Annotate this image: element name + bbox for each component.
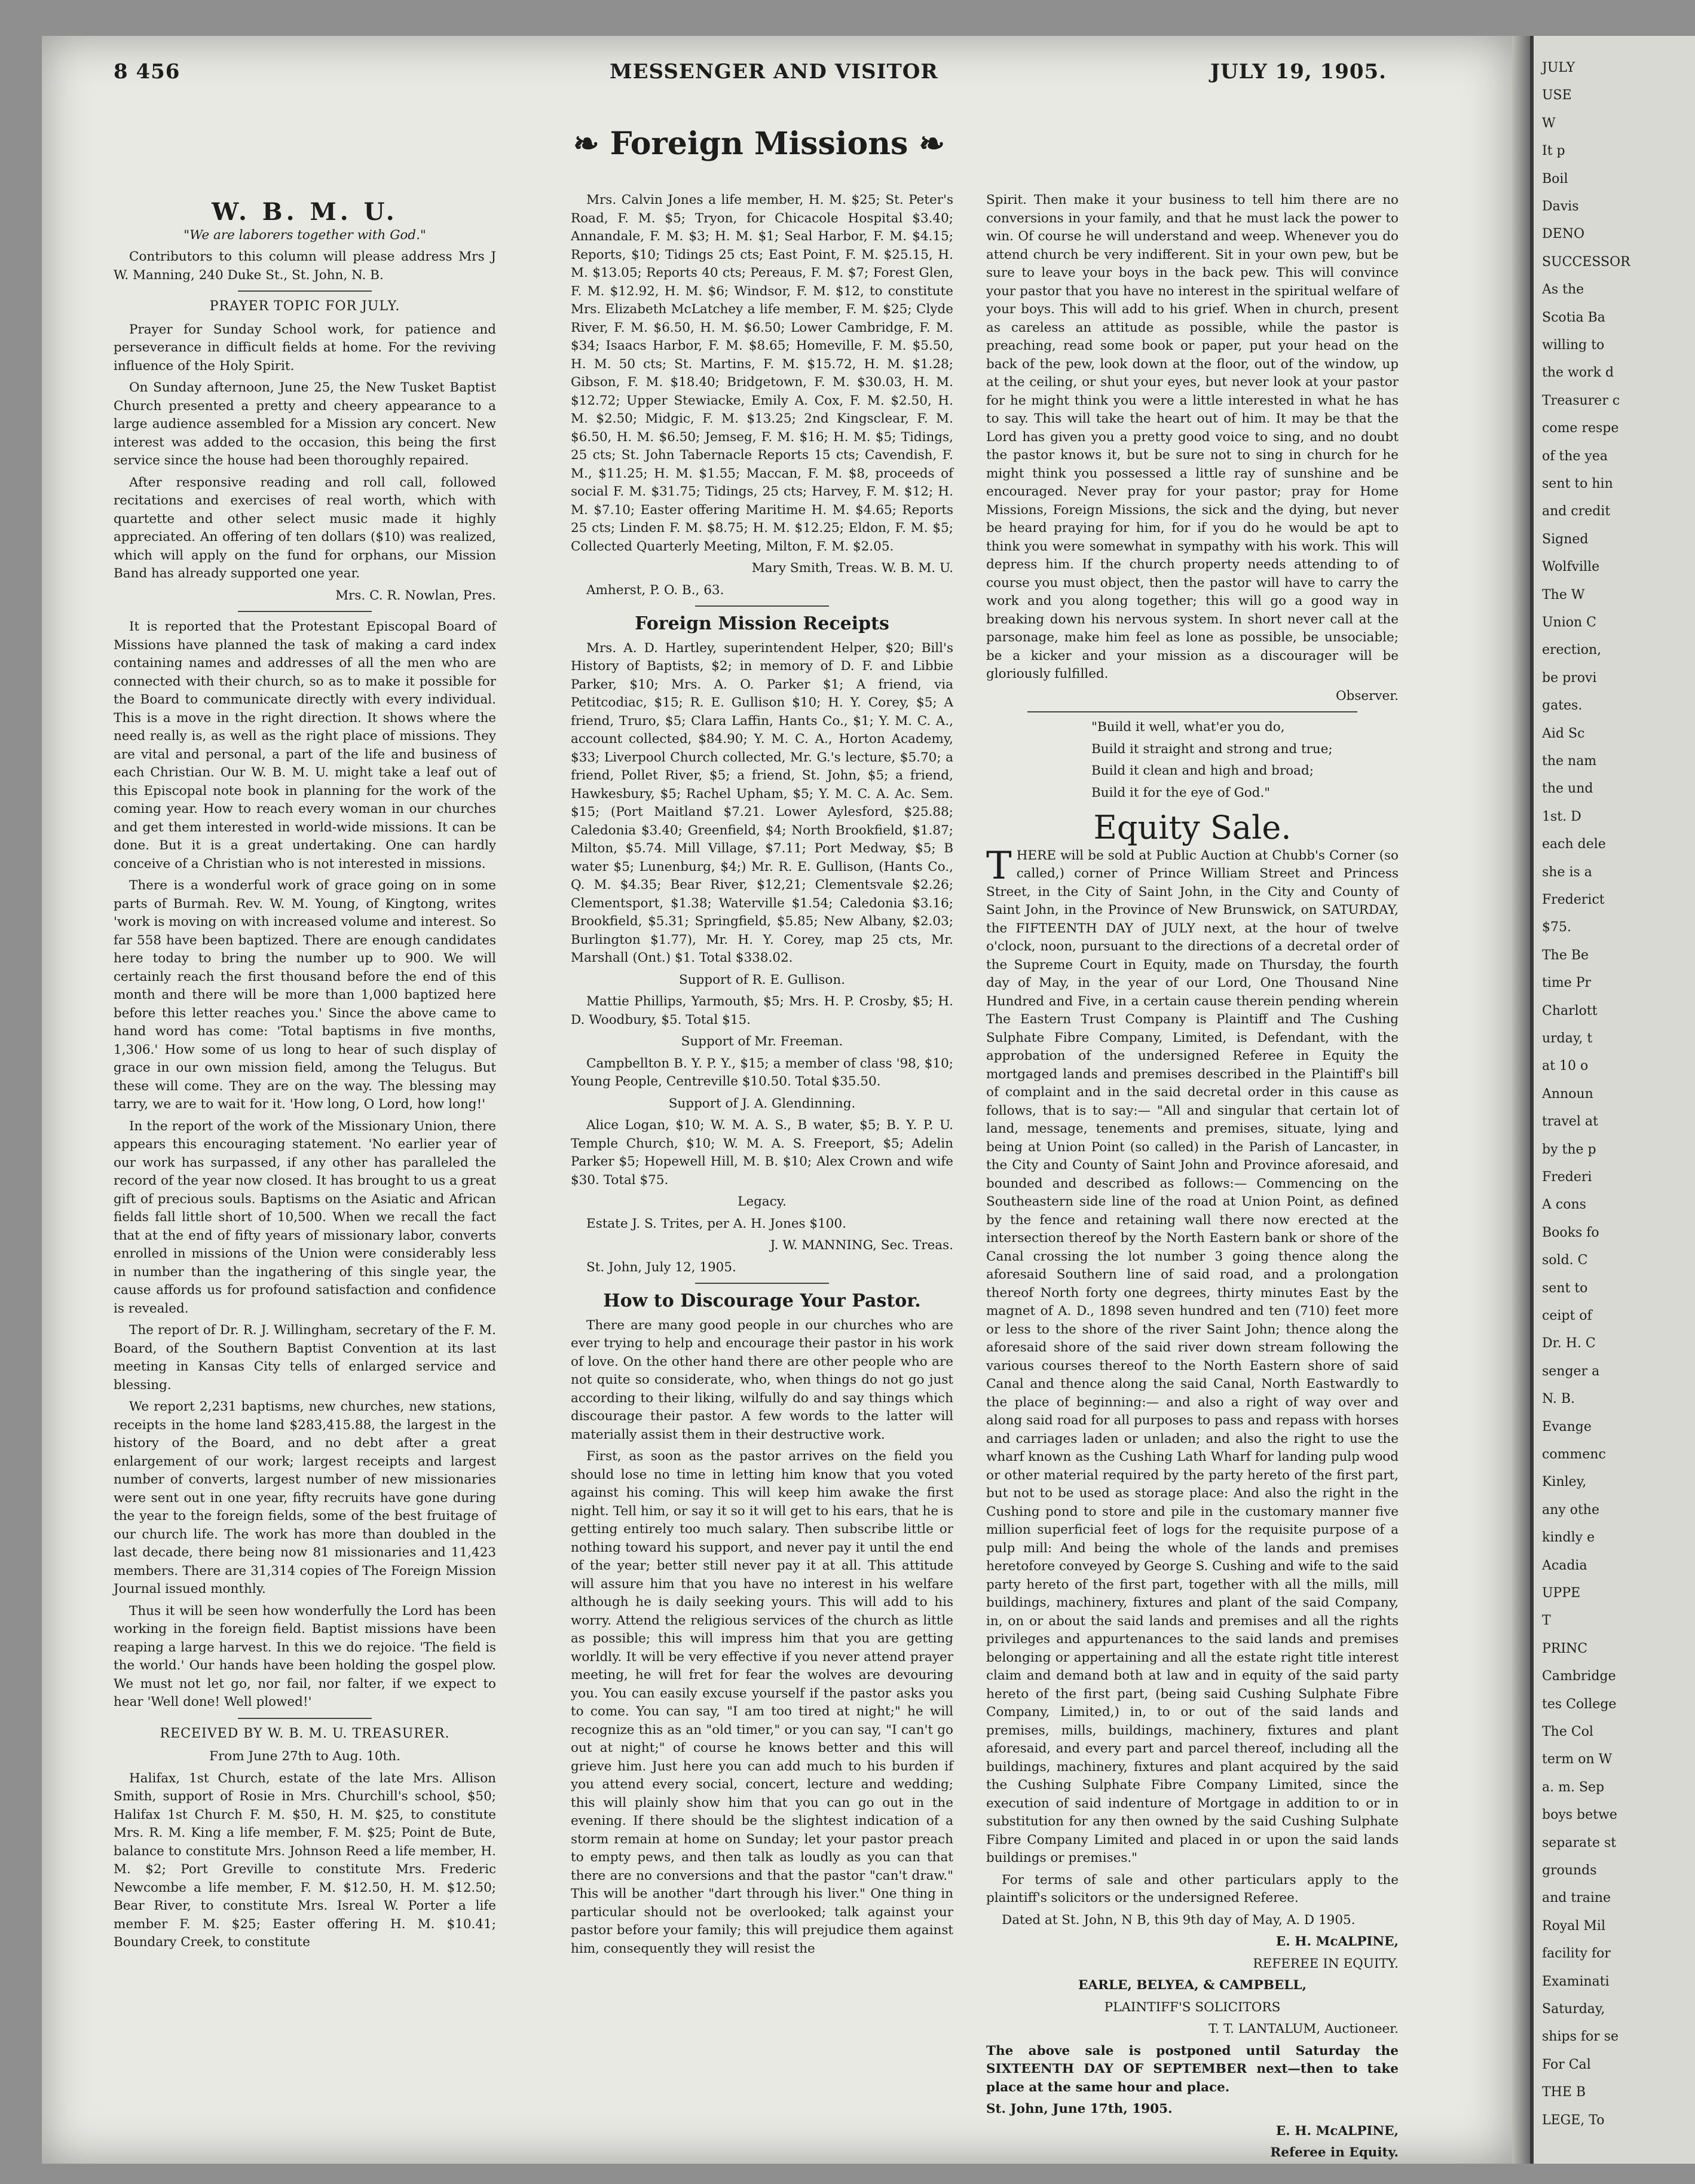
- signature: Mrs. C. R. Nowlan, Pres.: [335, 588, 496, 603]
- adjacent-page-text: 1st. D: [1542, 809, 1581, 824]
- adjacent-page-text: erection,: [1542, 643, 1602, 658]
- adjacent-page-text: the nam: [1542, 754, 1597, 769]
- paragraph: Estate J. S. Trites, per A. H. Jones $100.: [586, 1216, 846, 1231]
- column-1: [114, 197, 496, 2056]
- drop-cap: T: [986, 843, 1012, 888]
- adjacent-page-text: SUCCESSOR: [1542, 254, 1630, 270]
- solicitors-title: PLAINTIFF'S SOLICITORS: [1104, 1999, 1281, 2015]
- adjacent-page-text: she is a: [1542, 864, 1592, 880]
- paragraph: It is reported that the Protestant Episcopal Board of Missions have planned the task of making a card index containing names and addresses of all the men who are connected with their church, so as to make it possible for the Board to communicate directly with every individual. This is a move in the right direction. It shows where the need really is, as well as the right place of missions. They are vital and personal, a part of the life and business of each Christian. Our W. B. M. U. might take a leaf out of this Episcopal note book in planning for the work of the coming year. How to reach every woman in our churches and get them interested in world-wide missions. It can be done. But it is a great undertaking. One can hardly conceive of a Christian who is not interested in missions.: [114, 619, 496, 871]
- solicitors-name: EARLE, BELYEA, & CAMPBELL,: [1078, 1978, 1307, 1993]
- divider: [1027, 711, 1357, 712]
- final-signature-title: Referee in Equity.: [1270, 2145, 1399, 2160]
- prayer-topic-heading: PRAYER TOPIC FOR JULY.: [209, 299, 400, 314]
- paragraph: The report of Dr. R. J. Willingham, secretary of the F. M. Board, of the Southern Baptist Convention at its last meeting in Kansas City tells of enlarged service and blessing.: [114, 1323, 496, 1393]
- adjacent-page-text: kindly e: [1542, 1530, 1595, 1546]
- paragraph: There is a wonderful work of grace going on in some parts of Burmah. Rev. W. M. Young, of Kingtong, writes 'work is moving on with increased volume and interest. So far 558 have been baptized. There are enough candidates here today to bring the number up to 900. We will certainly reach the first thousand before the end of this month and there will be more than 1,000 baptized here before this letter reaches you.' Since the above came to hand word has come: 'Total baptisms in five months, 1,306.' How some of us long to hear of such display of grace in our own mission field, among the Telugus. But these will come. They are on the way. The blessing may tarry, we are to wait for it. 'How long, O Lord, how long!': [114, 878, 496, 1112]
- adjacent-page-text: willing to: [1542, 338, 1605, 353]
- adjacent-page-text: Royal Mil: [1542, 1918, 1605, 1934]
- adjacent-page-text: at 10 o: [1542, 1059, 1589, 1074]
- adjacent-page-text: As the: [1542, 282, 1584, 298]
- adjacent-page-text: any othe: [1542, 1502, 1599, 1518]
- adjacent-page-text: grounds: [1542, 1863, 1597, 1878]
- poem-line: Build it clean and high and broad;: [1091, 763, 1314, 778]
- paragraph: Mrs. Calvin Jones a life member, H. M. $25; St. Peter's Road, F. M. $5; Tryon, for Chicacole Hospital $3.40; Annandale, F. M. $3; H. M. $1; Seal Harbor, F. M. $4.15; Reports, $10; Tidings 25 cts; East Point, F. M. $25.15, H. M. $13.05; Reports 40 cts; Pereaus, F. M. $7; Forest Glen, F. M. $12.92, H. M. $6; Windsor, F. M. $12, to constitute Mrs. Elizabeth McLatchey a life member, F. M. $25; Clyde River, F. M. $6.50, H. M. $6.50; Lower Cambridge, F. M. $34; Isaacs Harbor, F. M. $8.65; Homeville, F. M. $5.50, H. M. 50 cts; St. Martins, F. M. $15.72, H. M. $1.28; Gibson, F. M. $18.40; Bridgetown, F. M. $30.03, H. M. $12.72; Upper Stewiacke, Emily A. Cox, F. M. $2.50, H. M. $2.50; Midgic, F. M. $13.25; 2nd Kingsclear, F. M. $6.50, H. M. $6.50; Jemseg, F. M. $16; H. M. $5; Tidings, 25 cts; St. John Tabernacle Reports 15 cts; Cavendish, F. M., $11.25; H. M. $1.55; Maccan, F. M. $8, proceeds of social F. M. $31.75; Tidings, 25 cts; Harvey, F. M. $12; H. M. $7.10; Easter offering Maritime H. M. $4.65; Reports 25 cts; Linden F. M. $8.75; H. M. $12.25; Eldon, F. M. $5; Collected Quarterly Meeting, Milton, F. M. $2.05.: [571, 192, 953, 554]
- adjacent-page-text: boys betwe: [1542, 1807, 1617, 1823]
- adjacent-page-text: T: [1542, 1613, 1551, 1629]
- receipts-heading: Foreign Mission Receipts: [635, 613, 889, 634]
- adjacent-page-text: The W: [1542, 587, 1585, 602]
- paragraph: We report 2,231 baptisms, new churches, new stations, receipts in the home land $283,415.88, the largest in the history of the Board, and no debt after a great enlargement of our work; largest receipts and largest number of converts, largest number of new missionaries were sent out in one year, fifty recruits have gone during the year to the foreign fields, some of the best fruitage of our church life. The work has more than doubled in the last decade, there being now 81 missionaries and 11,423 members. There are 31,314 copies of The Foreign Mission Journal issued monthly.: [114, 1399, 496, 1596]
- adjacent-page-text: LEGE, To: [1542, 2112, 1605, 2128]
- adjacent-page-text: Wolfville: [1542, 559, 1600, 575]
- subheading: Support of J. A. Glendinning.: [668, 1096, 856, 1111]
- adjacent-page-text: senger a: [1542, 1363, 1600, 1379]
- treasurer-dates: From June 27th to Aug. 10th.: [209, 1749, 400, 1764]
- divider: [238, 1718, 372, 1719]
- equity-sale-heading: Equity Sale.: [1093, 809, 1292, 846]
- adjacent-page-text: $75.: [1542, 920, 1571, 935]
- referee-name: E. H. McALPINE,: [1275, 1934, 1399, 1949]
- adjacent-page-text: Treasurer c: [1542, 393, 1620, 408]
- adjacent-page-text: Kinley,: [1542, 1475, 1587, 1490]
- signature: Mary Smith, Treas. W. B. M. U.: [751, 561, 953, 576]
- adjacent-page-text: JULY: [1542, 60, 1575, 75]
- adjacent-page-text: The Col: [1542, 1724, 1593, 1739]
- adjacent-page-text: Frederict: [1542, 892, 1605, 907]
- auctioneer: T. T. LANTALUM, Auctioneer.: [1208, 2021, 1399, 2036]
- adjacent-page-fragment: [1530, 36, 1695, 2164]
- prayer-topic-text: Prayer for Sunday School work, for patience and perseverance in difficult fields at home. For the reviving influence of the Holy Spirit.: [114, 322, 496, 374]
- adjacent-page-text: Evange: [1542, 1419, 1592, 1434]
- adjacent-page-text: W: [1542, 115, 1556, 131]
- paragraph: Spirit. Then make it your business to tell him there are no conversions in your family, and that he must lack the power to win. Of course he will understand and weep. Whenever you do attend church be very indifferent. Sit in your own pew, but be sure to leave your boys in the back pew. This will convince your pastor that you have no interest in the spiritual welfare of your boys. This will add to his grief. When in church, present as careless an attitude as possible, while the pastor is preaching, read some book or paper, put your head on the back of the pew, look down at the floor, out of the window, up at the ceiling, or shut your eyes, but never look at your pastor for he might think you were a little interested in what he has to say. This will take the heart out of him. It may be that the Lord has given you a pretty good voice to sing, and no doubt the pastor knows it, but be sure not to sing in church for he might think you possessed a little ray of sunshine and be encouraged. Never pray for your pastor; pray for Home Missions, Foreign Missions, the sick and the dying, but never be heard praying for him, for if you do he would be apt to think you were somewhat in sympathy with his work. This will depress him. If the church property needs attending to of course you must object, then the pastor will have to carry the work and you along together; this will go a good way in breaking down his nervous system. In short never call at the parsonage, make him feel as lone as possible, be unsociable; be a kicker and your mission as a discourager will be gloriously fulfilled.: [986, 192, 1399, 681]
- ornament-right-icon: ❧: [908, 126, 946, 162]
- masthead: MESSENGER AND VISITOR: [610, 60, 938, 84]
- adjacent-page-text: sent to hin: [1542, 476, 1613, 491]
- adjacent-page-text: a. m. Sep: [1542, 1779, 1605, 1795]
- paragraph: Alice Logan, $10; W. M. A. S., B water, $5; B. Y. P. U. Temple Church, $10; W. M. A. S. Freeport, $5; Adelin Parker $5; Hopewell Hill, M. B. $10; Alex Crown and wife $30. Total $75.: [571, 1118, 953, 1188]
- signature: J. W. MANNING, Sec. Treas.: [770, 1238, 953, 1253]
- referee-title: REFEREE IN EQUITY.: [1253, 1956, 1399, 1971]
- page-number: 8 456: [114, 60, 180, 84]
- divider: [695, 605, 829, 607]
- adjacent-page-text: separate st: [1542, 1835, 1617, 1850]
- adjacent-page-text: Acadia: [1542, 1558, 1587, 1573]
- place-date: St. John, July 12, 1905.: [586, 1259, 736, 1275]
- adjacent-page-text: A cons: [1542, 1197, 1586, 1213]
- adjacent-page-text: The Be: [1542, 947, 1589, 963]
- adjacent-page-text: Signed: [1542, 531, 1589, 547]
- adjacent-page-text: It p: [1542, 143, 1565, 159]
- adjacent-page-text: by the p: [1542, 1142, 1596, 1157]
- adjacent-page-text: UPPE: [1542, 1586, 1581, 1601]
- divider: [238, 611, 372, 612]
- postponement-date: St. John, June 17th, 1905.: [986, 2102, 1173, 2116]
- page-gutter: [1512, 36, 1530, 2164]
- column-3: [986, 191, 1399, 2160]
- adjacent-page-text: urday, t: [1542, 1031, 1593, 1046]
- poem-line: "Build it well, what'er you do,: [1091, 720, 1285, 735]
- adjacent-page-text: Boil: [1542, 171, 1568, 186]
- ornament-left-icon: ❧: [573, 126, 610, 162]
- wbmu-title: W. B. M. U.: [212, 198, 398, 226]
- adjacent-page-text: facility for: [1542, 1946, 1611, 1962]
- adjacent-page-text: Frederi: [1542, 1170, 1592, 1185]
- address: Amherst, P. O. B., 63.: [586, 582, 724, 598]
- adjacent-page-text: the und: [1542, 781, 1593, 797]
- column-2: [571, 191, 953, 2050]
- adjacent-page-text: commenc: [1542, 1447, 1606, 1462]
- discourage-heading: How to Discourage Your Pastor.: [603, 1290, 921, 1311]
- adjacent-page-text: gates.: [1542, 698, 1583, 714]
- adjacent-page-text: Dr. H. C: [1542, 1336, 1596, 1351]
- issue-date: JULY 19, 1905.: [1210, 60, 1387, 84]
- adjacent-page-text: Cambridge: [1542, 1669, 1616, 1684]
- adjacent-page-text: and credit: [1542, 504, 1611, 519]
- signature: Observer.: [1335, 688, 1399, 703]
- contributors-note: Contributors to this column will please address Mrs J W. Manning, 240 Duke St., St. John, N. B.: [114, 249, 496, 283]
- paragraph: Halifax, 1st Church, estate of the late Mrs. Allison Smith, support of Rosie in Mrs. Churchill's school, $50; Halifax 1st Church F. M. $50, H. M. $25, to constitute Mrs. R. M. King a life member, F. M. $25; Point de Bute, balance to constitute Mrs. Johnson Reed a life member, H. M. $2; Port Greville to constitute Mrs. Frederic Newcombe a life member, F. M. $12.50, H. M. $12.50; Bear River, to constitute Mrs. Isreal W. Porter a life member F. M. $25; Easter offering H. M. $10.41; Boundary Creek, to constitute: [114, 1770, 496, 1950]
- paragraph: Mattie Phillips, Yarmouth, $5; Mrs. H. P. Crosby, $5; H. D. Woodbury, $5. Total $15.: [571, 994, 953, 1027]
- adjacent-page-text: Saturday,: [1542, 2002, 1605, 2017]
- paragraph: On Sunday afternoon, June 25, the New Tusket Baptist Church presented a pretty and cheery appearance to a large audience assembled for a Mission ary concert. New interest was added to the occasion, this being the first service since the house had been thoroughly repaired.: [114, 380, 496, 468]
- adjacent-page-text: ceipt of: [1542, 1308, 1592, 1323]
- adjacent-page-text: Aid Sc: [1542, 726, 1585, 741]
- paragraph: Campbellton B. Y. P. Y., $15; a member of class '98, $10; Young People, Centreville $10.50. Total $35.50.: [571, 1056, 953, 1089]
- treasurer-heading: RECEIVED BY W. B. M. U. TREASURER.: [160, 1726, 450, 1741]
- adjacent-page-text: sent to: [1542, 1280, 1588, 1296]
- subheading: Support of R. E. Gullison.: [678, 972, 846, 987]
- adjacent-page-text: of the yea: [1542, 448, 1608, 464]
- adjacent-page-text: Davis: [1542, 199, 1579, 214]
- adjacent-page-text: tes College: [1542, 1696, 1617, 1712]
- adjacent-page-text: USE: [1542, 88, 1572, 103]
- adjacent-page-text: PRINC: [1542, 1641, 1588, 1656]
- adjacent-page-text: time Pr: [1542, 975, 1592, 991]
- page-header: [114, 60, 1387, 96]
- adjacent-page-text: Charlott: [1542, 1003, 1598, 1018]
- subheading: Support of Mr. Freeman.: [681, 1034, 843, 1049]
- equity-dated: Dated at St. John, N B, this 9th day of May, A. D 1905.: [1002, 1912, 1356, 1928]
- adjacent-page-text: be provi: [1542, 670, 1597, 686]
- adjacent-page-text: Scotia Ba: [1542, 310, 1605, 325]
- final-signature: E. H. McALPINE,: [1275, 2123, 1399, 2139]
- paragraph: There are many good people in our churches who are ever trying to help and encourage their pastor in his work of love. On the other hand there are other people who are not quite so considerate, who, when things do not go just according to their liking, wilfully do and say things which discourage their pastor. A few words to the latter will materially assist them in their destructive work.: [571, 1317, 953, 1442]
- adjacent-page-text: Examinati: [1542, 1974, 1610, 1989]
- adjacent-page-text: each dele: [1542, 837, 1606, 852]
- adjacent-page-text: term on W: [1542, 1752, 1613, 1767]
- subheading: Legacy.: [738, 1194, 787, 1209]
- paragraph: Thus it will be seen how wonderfully the Lord has been working in the foreign field. Baptist missions have been reaping a large harvest. In this we do rejoice. 'The field is the world.' Our hands have been holding the gospel plow. We must not let go, nor fail, nor falter, if we expect to hear 'Well done! Well plowed!': [114, 1603, 496, 1709]
- adjacent-page-text: Union C: [1542, 615, 1596, 630]
- adjacent-page-text: Announ: [1542, 1086, 1593, 1102]
- adjacent-page-text: and traine: [1542, 1891, 1611, 1906]
- wbmu-motto: "We are laborers together with God.": [183, 227, 426, 243]
- paragraph: After responsive reading and roll call, followed recitations and exercises of real worth, which with quartette and other select music made it highly appreciated. An offering of ten dollars ($10) was realized, which will apply on the fund for orphans, our Mission Band has already supported one year.: [114, 475, 496, 581]
- equity-terms: For terms of sale and other particulars apply to the plaintiff's solicitors or the undersigned Referee.: [986, 1872, 1399, 1905]
- adjacent-page-text: travel at: [1542, 1114, 1598, 1130]
- adjacent-page-text: THE B: [1542, 2085, 1586, 2100]
- adjacent-page-text: For Cal: [1542, 2057, 1591, 2072]
- paragraph: Mrs. A. D. Hartley, superintendent Helper, $20; Bill's History of Baptists, $2; in memory of D. F. and Libbie Parker, $10; Mrs. A. O. Parker $1; A friend, via Petitcodiac, $15; R. E. Gullison $10; H. Y. Corey, $5; A friend, Truro, $5; Clara Laffin, Hants Co., $1; Y. M. C. A., account collected, $84.90; Y. M. C. A., Horton Academy, $33; Liverpool Church collected, Mr. G.'s lecture, $5.70; a friend, Pollet River, $5; a friend, St. John, $5; a friend, Hawkesbury, $5; Rachel Upham, $5; Y. M. C. A. Ac. Sem. $15; (Port Maitland $7.21. Lower Aylesford, $25.88; Caledonia $3.40; Greenfield, $4; North Brookfield, $1.87; Milton, $5.74. Mill Village, $7.11; Port Medway, $5; B water $5; Lunenburg, $4;) Mr. R. E. Gullison, (Hants Co., Q. M. $4.35; Bear River, $12,21; Clementsvale $2.26; Clementsport, $1.38; Waterville $1.54; Caledonia $3.16; Brookfield, $5.31; Springfield, $5.85; New Albany, $2.03; Burlington $1.77), Mr. H. Y. Corey, map 25 cts, Mr. Marshall (Ont.) $1. Total $338.02.: [571, 640, 953, 965]
- adjacent-page-text: sold. C: [1542, 1253, 1588, 1268]
- adjacent-page-text: come respe: [1542, 421, 1619, 436]
- divider: [238, 290, 372, 292]
- postponement-notice: The above sale is postponed until Saturday the SIXTEENTH DAY OF SEPTEMBER next—then to take place at the same hour and place.: [986, 2043, 1399, 2095]
- equity-sale-text: THERE will be sold at Public Auction at Chubb's Corner (so called,) corner of Prince William Street and Princess Street, in the City of Saint John, in the City and County of Saint John, in the Province of New Brunswick, on SATURDAY, the FIFTEENTH DAY of JULY next, at the hour of twelve o'clock, noon, pursuant to the directions of a decretal order of the Supreme Court in Equity, made on Thursday, the fourth day of May, in the year of our Lord, One Thousand Nine Hundred and Five, in a certain cause therein pending wherein The Eastern Trust Company is Plaintiff and The Cushing Sulphate Fibre Company, Limited, is Defendant, with the approbation of the undersigned Referee in Equity the mortgaged lands and premises described in the Plaintiff's bill of complaint and in the said decretal order in this cause as follows, that is to say:— "All and singular that certain lot of land, message, tenements and premises, situate, lying and being at Union Point (so called) in the Parish of Lancaster, in the City and County of Saint John and Province aforesaid, and bounded and described as follows:— Commencing on the Southeastern side line of the road at Union Point, as defined by the fence and retaining wall there now erected at the intersection thereof by the North Eastern bank or shore of the Canal crossing the lot number 3 going thence along the aforesaid Southern line of said road, and a prolongation thereof North forty one degrees, thirty minutes East by the magnet of A. D., 1898 seven hundred and ten (710) feet more or less to the shore of the river Saint John; thence along the aforesaid shore of the said river down stream following the various courses thereof to the North Eastern shore of said Canal and thence along the said Canal, North Eastwardly to the place of beginning:— and also a right of way over and along said road for all purposes to pass and repass with horses and carriages laden or unladen; and also the right to use the wharf known as the Cushing Lath Wharf for landing pulp wood or other material required by the party hereto of the first part, but not to be used as storage place: And also the right in the Cushing pond to store and pile in the customary manner five million superficial feet of logs for the requisite purpose of a pulp mill: And being the whole of the lands and premises heretofore conveyed by George S. Cushing and wife to the said party hereto of the first part, together with all the mills, mill buildings, machinery, fixtures and plant of the said Company, in, on or about the said lands and premises and all the rights privileges and appurtenances to the said lands and premises belonging or appertaining and all the estate right title interest claim and demand both at law and in equity of the said party hereto of the first part, (being said Cushing Sulphate Fibre Company, Limited,) in, to or out of the said lands and premises, mills, buildings, machinery, fixtures and plant aforesaid, and every part and parcel thereof, including all the buildings, machinery, fixtures and plant acquired by the said the Cushing Sulphate Fibre Company Limited, since the execution of said indenture of Mortgage in addition to or in substitution for any then owned by the said Cushing Sulphate Fibre Company Limited and placed in or upon the said lands buildings or premises.": [986, 843, 1399, 1865]
- adjacent-page-text: ships for se: [1542, 2029, 1619, 2045]
- paragraph: First, as soon as the pastor arrives on the field you should lose no time in letting him know that you voted against his coming. This will keep him awake the first night. Tell him, or say it so it will get to his ears, that he is getting entirely too much salary. Then subscribe little or nothing toward his support, and never pay it until the end of the year; better still never pay it at all. This attitude will assure him that you have no interest in his welfare although he is daily seeking yours. This will add to his worry. Attend the religious services of the church as little as possible; this will impress him that you are getting worldly. It will be very effective if you never attend prayer meeting, he will fret for fear the wolves are devouring you. You can easily excuse yourself if the pastor asks you to come. You can say, "I am too tired at night;" he will recognize this as an "old timer," or you can say, "I can't go out at night;" of course he knows better and this will grieve him. Just here you can add much to his burden if you attend every social, concert, lecture and wedding; this will plainly show him that you can go out in the evening. If there should be the slightest indication of a storm remain at home on Sunday; let your pastor preach to empty pews, and then talk as loudly as you can that there are no conversions and that the pastor "can't draw." This will be another "dart through his liver." One thing in particular should not be overlooked; talk against your pastor before your family; this will prejudice them against him, consequently they will resist the: [571, 1449, 953, 1956]
- poem-line: Build it for the eye of God.": [1091, 785, 1271, 800]
- divider: [695, 1283, 829, 1284]
- paragraph: In the report of the work of the Missionary Union, there appears this encouraging statement. 'No earlier year of our work has surpassed, if any other has paralleled the record of the year now closed. It has brought to us a great gift of precious souls. Baptisms on the Asiatic and African fields fall little short of 10,500. When we recall the fact that at the end of fifty years of missionary labor, converts enrolled in missions of the Union were considerably less in number than the ingathering of this single year, the cause affords us for profound satisfaction and confidence is revealed.: [114, 1118, 496, 1316]
- adjacent-page-text: the work d: [1542, 365, 1614, 381]
- adjacent-page-text: N. B.: [1542, 1391, 1575, 1407]
- adjacent-page-text: DENO: [1542, 227, 1584, 242]
- adjacent-page-text: Books fo: [1542, 1225, 1599, 1240]
- section-title: ❧ Foreign Missions ❧: [573, 126, 946, 162]
- poem-line: Build it straight and strong and true;: [1091, 741, 1333, 757]
